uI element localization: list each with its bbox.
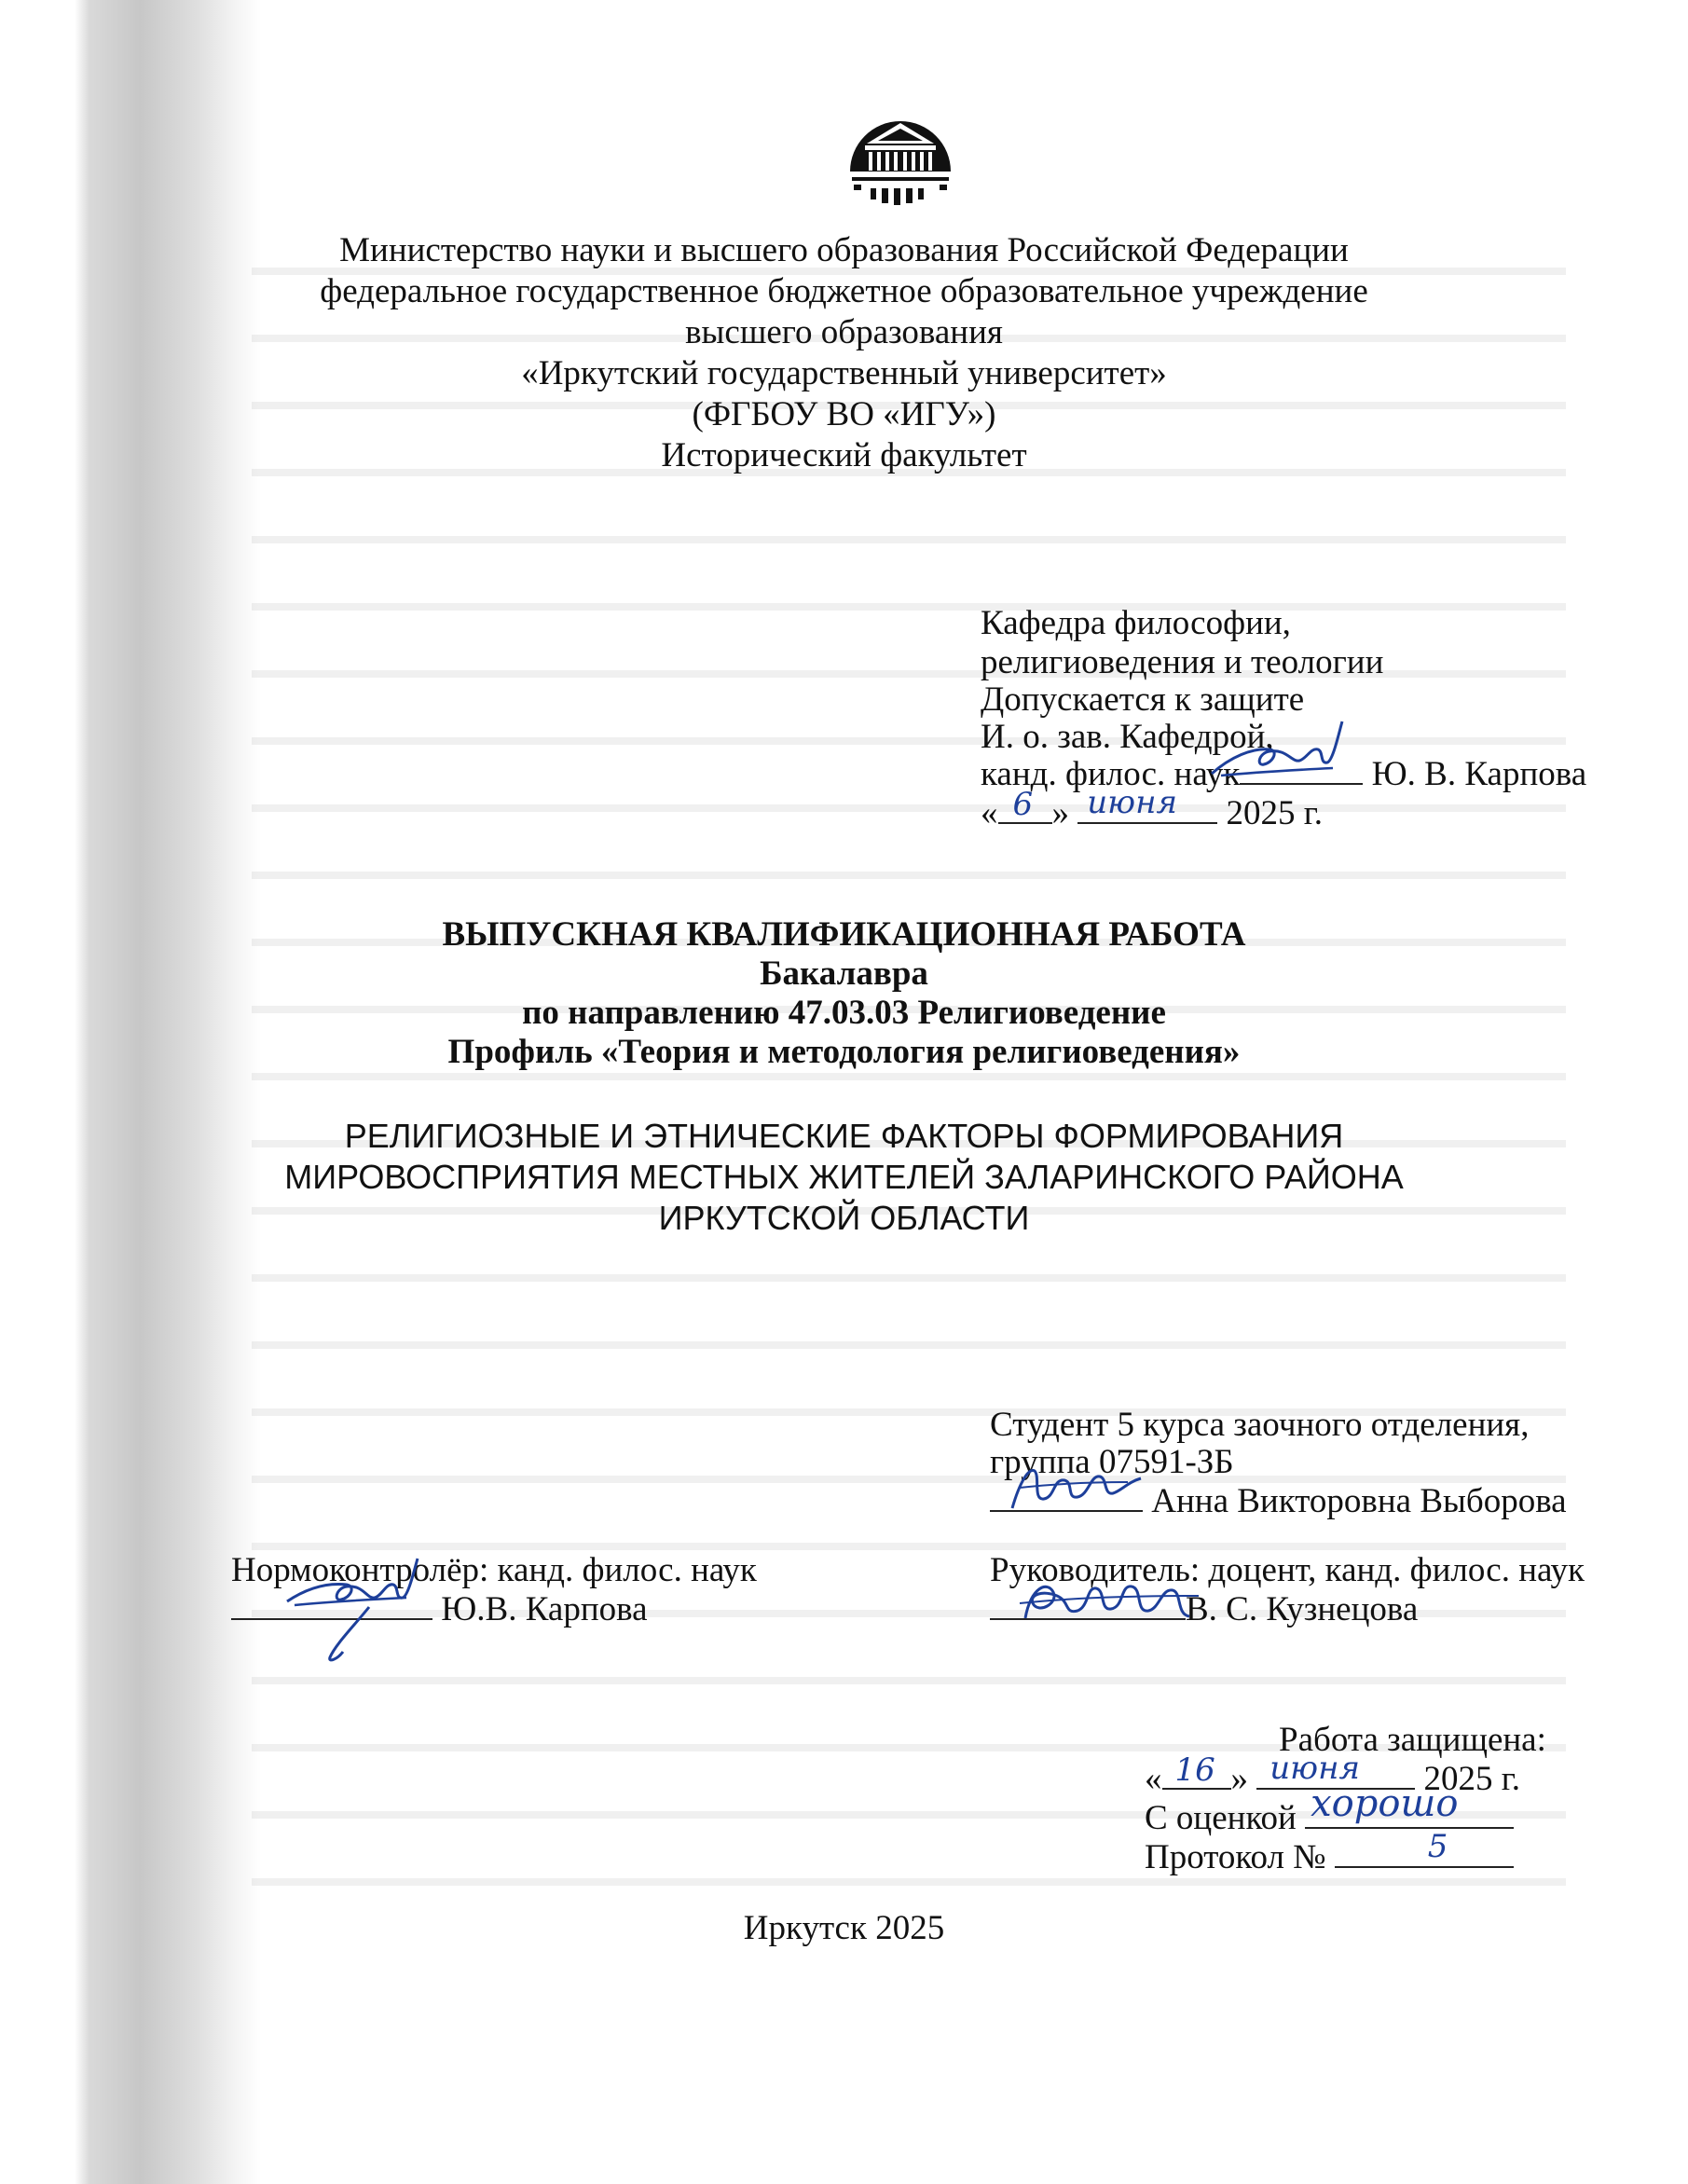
approval-day: 6	[1012, 786, 1034, 823]
defense-grade: хорошо	[1311, 1782, 1459, 1825]
head-signature	[1202, 716, 1352, 790]
defense-date-close-quote: »	[1230, 1760, 1248, 1798]
thesis-title-line-1: РЕЛИГИОЗНЫЕ И ЭТНИЧЕСКИЕ ФАКТОРЫ ФОРМИРОВАНИЯ	[344, 1117, 1344, 1155]
head-name: Ю. В. Карпова	[1371, 755, 1587, 793]
university-name: «Иркутский государственный университет»	[521, 354, 1167, 392]
head-title: И. о. зав. Кафедрой,	[981, 718, 1274, 756]
approval-month-blank	[1077, 784, 1217, 824]
approval-year: 2025 г.	[1226, 794, 1324, 832]
approval-date-open-quote: «	[981, 794, 998, 832]
university-logo	[846, 95, 954, 216]
defense-year: 2025 г.	[1423, 1760, 1521, 1798]
defense-protocol-label: Протокол №	[1145, 1838, 1326, 1876]
supervisor-signature	[1016, 1562, 1202, 1637]
student-group: группа 07591-ЗБ	[990, 1443, 1234, 1481]
defense-grade-label: С оценкой	[1145, 1799, 1297, 1837]
defense-protocol-number: 5	[1427, 1828, 1448, 1865]
city-year: Иркутск 2025	[743, 1909, 945, 1947]
defense-day-blank	[1162, 1751, 1231, 1790]
institution-type-line: федеральное государственное бюджетное образовательное учреждение	[320, 272, 1368, 310]
ministry-line: Министерство науки и высшего образования Российской Федерации	[339, 231, 1349, 269]
defense-date-open-quote: «	[1145, 1760, 1162, 1798]
work-direction: по направлению 47.03.03 Религиоведение	[522, 994, 1166, 1032]
supervisor-label: Руководитель: доцент, канд. филос. наук	[990, 1551, 1585, 1589]
defense-protocol-blank	[1335, 1828, 1514, 1868]
department-line-1: Кафедра философии,	[981, 604, 1291, 642]
defense-grade-line	[1145, 1782, 1514, 1838]
defense-month: июня	[1269, 1750, 1360, 1787]
university-abbreviation: (ФГБОУ ВО «ИГУ»)	[692, 395, 996, 433]
thesis-title-line-3: ИРКУТСКОЙ ОБЛАСТИ	[658, 1199, 1030, 1237]
normcontrol-signature	[276, 1555, 425, 1667]
department-line-2: религиоведения и теологии	[981, 643, 1384, 681]
work-profile: Профиль «Теория и методология религиоведения»	[447, 1033, 1241, 1071]
student-signature	[1007, 1454, 1146, 1519]
defense-label: Работа защищена:	[1279, 1721, 1546, 1759]
approval-date-close-quote: »	[1051, 794, 1069, 832]
normcontrol-name: Ю.В. Карпова	[441, 1590, 648, 1628]
supervisor-name: В. С. Кузнецова	[1186, 1590, 1419, 1628]
work-type: ВЫПУСКНАЯ КВАЛИФИКАЦИОННАЯ РАБОТА	[442, 915, 1246, 954]
defense-day: 16	[1174, 1751, 1215, 1789]
normcontrol-label: Нормоконтролёр: канд. филос. наук	[231, 1551, 757, 1589]
work-degree: Бакалавра	[760, 955, 928, 993]
approval-day-blank	[998, 786, 1052, 824]
head-degree: канд. филос. наук	[981, 755, 1241, 793]
thesis-title-line-2: МИРОВОСПРИЯТИЯ МЕСТНЫХ ЖИТЕЛЕЙ ЗАЛАРИНСКОГО РАЙОНА	[284, 1158, 1404, 1196]
approval-date-line	[981, 784, 1324, 833]
approval-month: июня	[1087, 784, 1177, 821]
admission-label: Допускается к защите	[981, 680, 1305, 719]
student-course: Студент 5 курса заочного отделения,	[990, 1406, 1530, 1444]
student-name: Анна Викторовна Выборова	[1151, 1482, 1567, 1520]
faculty-name: Исторический факультет	[661, 436, 1027, 474]
defense-protocol-line	[1145, 1828, 1514, 1877]
defense-grade-blank	[1305, 1782, 1514, 1829]
education-level-line: высшего образования	[685, 313, 1003, 351]
